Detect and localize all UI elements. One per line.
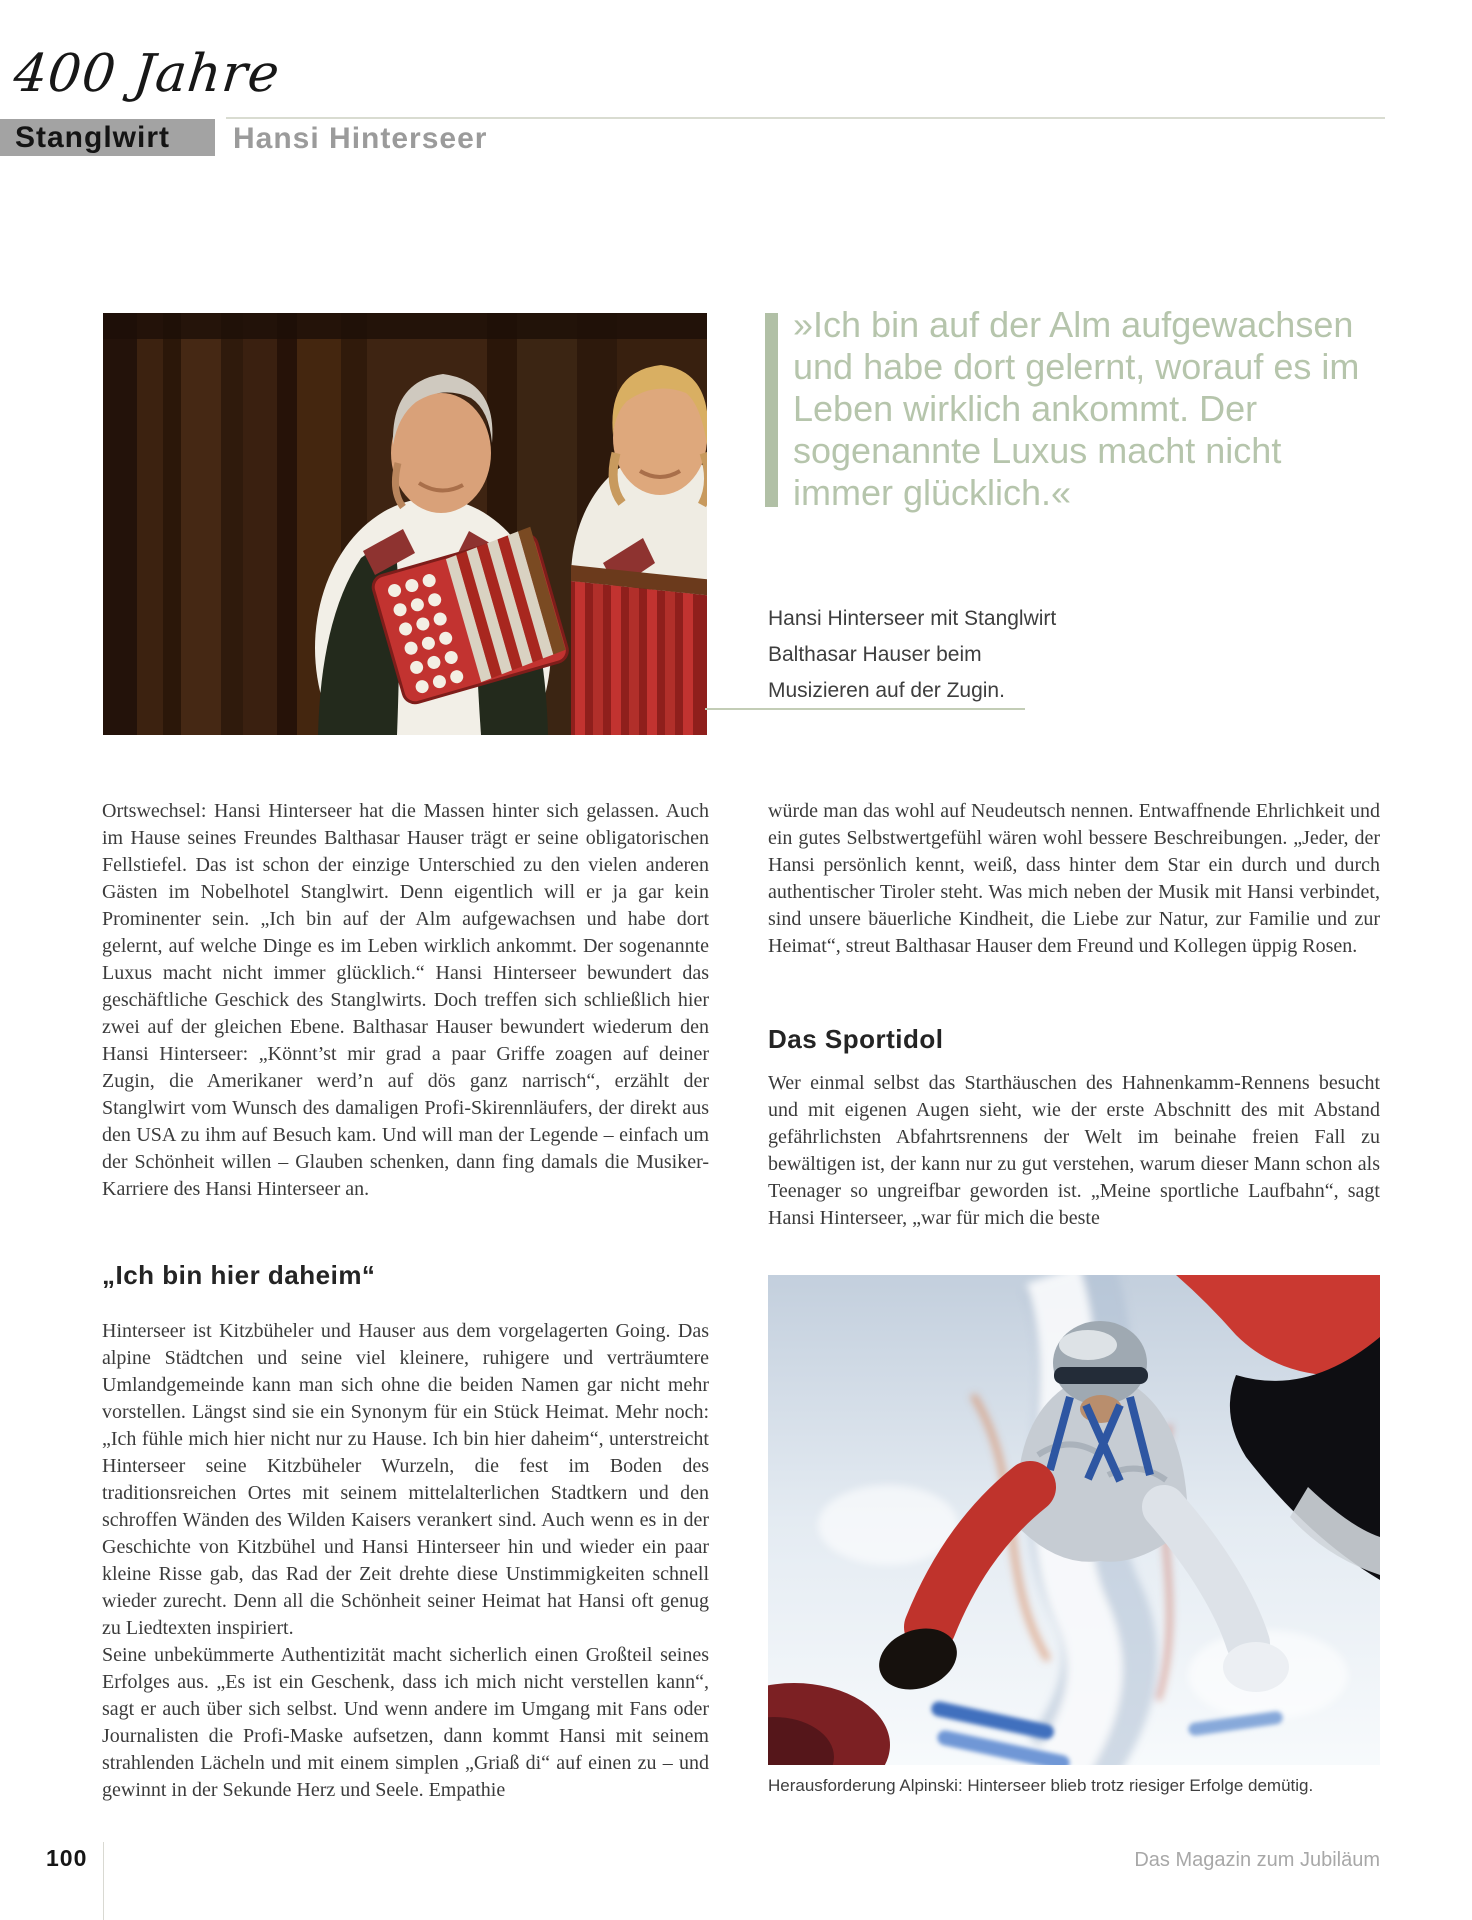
musicians-caption-line: Musizieren auf der Zugin. bbox=[768, 679, 1005, 702]
brand-label: Stanglwirt bbox=[15, 120, 171, 154]
paragraph: Seine unbekümmerte Authentizität macht sicherlich einen Großteil seines Erfolges aus. „Es ist ein Geschenk, dass ich mich nicht verstellen kann“, sagt er auch über sich selbst. Und wenn andere im Umgang mit Fans oder Journalisten die Profi-Maske aufsetzen, dann kommt Hansi mit seinem strahlenden Lächeln und mit einem simplen „Griaß di“ auf einen zu – und gewinnt in der Sekunde Herz und Seele. Empathie bbox=[102, 1644, 709, 1801]
paragraph: würde man das wohl auf Neudeutsch nennen. Entwaffnende Ehrlichkeit und ein gutes Selbstwertgefühl wären wohl bessere Beschreibungen. „Jeder, der Hansi persönlich kennt, weiß, dass hinter dem Star ein durch und durch authentischer Tiroler steht. Was mich neben der Musik mit Hansi verbindet, sind unsere bäuerliche Kindheit, die Liebe zur Natur, zur Familie und zur Heimat“, streut Balthasar Hauser dem Freund und Kollegen üppig Rosen. bbox=[768, 800, 1380, 957]
ski-photo-illustration bbox=[768, 1275, 1380, 1765]
caption-rule bbox=[705, 708, 1025, 710]
right-column-paragraph-1 bbox=[768, 798, 1380, 960]
musicians-caption-line: Hansi Hinterseer mit Stanglwirt bbox=[768, 607, 1057, 630]
subheading-ich-bin-hier-daheim: „Ich bin hier daheim“ bbox=[102, 1260, 376, 1290]
paragraph: Hinterseer ist Kitzbüheler und Hauser aus dem vorgelagerten Going. Das alpine Städtchen und seine viel kleinere, ruhigere und verträumtere Umlandgemeinde kann man sich ohne die beiden Namen gar nicht mehr vorstellen. Längst sind sie ein Synonym für ein Stück Heimat. Mehr noch: „Ich fühle mich hier nicht nur zu Hause. Ich bin hier daheim“, unterstreicht Hinterseer seine Kitzbüheler Wurzeln, die fest im Boden des traditionsreichen Ortes mit seinem mittelalterlichen Stadtkern und den schroffen Wänden des Wilden Kaisers verankert sind. Auch wenn es in der Geschichte von Kitzbühel und Hansi Hinterseer hin und wieder ein paar kleine Risse gab, das Rad der Zeit drehte diese Unstimmigkeiten schnell wieder zurecht. Denn all die Schönheit seiner Heimat hat Hansi oft genug zu Liedtexten inspiriert. bbox=[102, 1320, 709, 1639]
left-column-paragraph-2 bbox=[102, 1318, 709, 1804]
ski-caption: Herausforderung Alpinski: Hinterseer blieb trotz riesiger Erfolge demütig. bbox=[768, 1776, 1314, 1795]
musicians-caption-line: Balthasar Hauser beim bbox=[768, 643, 982, 666]
footer-divider bbox=[103, 1842, 104, 1920]
quote-accent-bar bbox=[765, 313, 778, 507]
footer-magazine-label: Das Magazin zum Jubiläum bbox=[1134, 1849, 1380, 1871]
left-column-paragraph-1 bbox=[102, 798, 709, 1203]
pull-quote: »Ich bin auf der Alm aufgewachsen und habe dort gelernt, worauf es im Leben wirklich ankommt. Der sogenannte Luxus macht nicht immer glücklich.« bbox=[793, 304, 1360, 513]
header-rule bbox=[226, 117, 1385, 119]
musicians-photo-illustration bbox=[103, 313, 707, 735]
ski-photo bbox=[768, 1275, 1380, 1765]
paragraph: Ortswechsel: Hansi Hinterseer hat die Massen hinter sich gelassen. Auch im Hause seines Freundes Balthasar Hauser trägt er seine obligatorischen Fellstiefel. Das ist schon der einzige Unterschied zu den vielen anderen Gästen im Nobelhotel Stanglwirt. Denn eigentlich will er ja gar kein Prominenter sein. „Ich bin auf der Alm aufgewachsen und habe dort gelernt, auf welche Dinge es im Leben wirklich ankommt. Der sogenannte Luxus macht nicht immer glücklich.“ Hansi Hinterseer bewundert das geschäftliche Geschick des Stanglwirts. Doch treffen sich schließlich hier zwei auf der gleichen Ebene. Balthasar Hauser bewundert wiederum den Hansi Hinterseer: „Könnt’st mir grad a paar Griffe zoagen auf deiner Zugin, die Amerikaner werd’n auf dös ganz narrisch“, erzählt der Stanglwirt vom Wunsch des damaligen Profi-Skirennläufers, der direkt aus den USA zu ihm auf Besuch kam. Und will man der Legende – einfach um der Schönheit willen – Glauben schenken, dann fing damals die Musiker-Karriere des Hansi Hinterseer an. bbox=[102, 800, 709, 1200]
musicians-photo bbox=[103, 313, 707, 735]
brand-box bbox=[0, 119, 215, 156]
page-number: 100 bbox=[46, 1845, 88, 1871]
accordion-right bbox=[571, 565, 707, 735]
article-title: Hansi Hinterseer bbox=[233, 122, 488, 155]
paragraph: Wer einmal selbst das Starthäuschen des Hahnenkamm-Rennens besucht und mit eigenen Augen sieht, wie der erste Abschnitt des mit Abstand gefährlichsten Abfahrtsrennens der Welt im beinahe freien Fall zu bewältigen ist, der kann nur zu gut verstehen, warum dieser Mann schon als Teenager so ungreifbar geworden ist. „Meine sportliche Laufbahn“, sagt Hansi Hinterseer, „war für mich die beste bbox=[768, 1072, 1380, 1229]
right-column-paragraph-2 bbox=[768, 1070, 1380, 1232]
series-logo: 400 Jahre bbox=[10, 44, 283, 104]
musicians-caption bbox=[768, 601, 1128, 709]
subheading-das-sportidol: Das Sportidol bbox=[768, 1024, 944, 1054]
